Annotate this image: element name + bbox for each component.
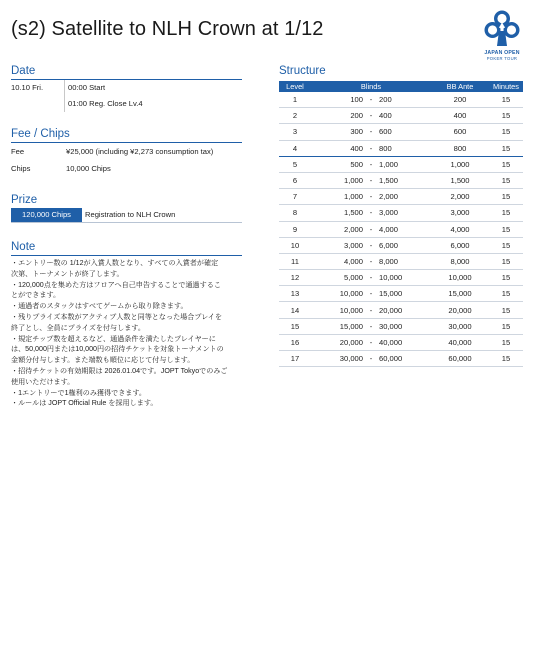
small-blind: 10,000 <box>339 289 363 299</box>
table-row <box>279 270 523 286</box>
cell-blinds <box>311 221 431 237</box>
cell-bb-ante: 15,000 <box>431 286 489 302</box>
cell-level: 4 <box>279 140 311 156</box>
small-blind: 100 <box>350 95 363 105</box>
cell-bb-ante: 20,000 <box>431 302 489 318</box>
cell-level: 12 <box>279 270 311 286</box>
note-line: ・通過者のスタックはすべてゲームから取り除きます。 <box>11 302 188 311</box>
cell-blinds <box>311 286 431 302</box>
blind-separator: - <box>369 240 373 250</box>
note-line: ・1エントリーで1権利のみ獲得できます。 <box>11 388 147 397</box>
chips-label: Chips <box>11 164 31 173</box>
cell-level: 16 <box>279 334 311 350</box>
note-line: ・エントリー数の 1/12が入賞人数となり、すべての入賞者が確定 <box>11 259 219 267</box>
cell-minutes: 15 <box>489 156 523 172</box>
small-blind: 10,000 <box>339 305 363 315</box>
cell-bb-ante: 600 <box>431 124 489 140</box>
big-blind: 8,000 <box>379 256 399 266</box>
cell-minutes: 15 <box>489 108 523 124</box>
blind-separator: - <box>369 143 373 153</box>
prize-heading: Prize <box>11 194 38 206</box>
big-blind: 800 <box>379 143 392 153</box>
logo-line-2: POKER TOUR <box>486 56 518 61</box>
note-line: 終了とし、全員にプライズを付与します。 <box>11 323 145 332</box>
small-blind: 400 <box>350 143 363 153</box>
cell-level: 10 <box>279 237 311 253</box>
col-blinds: Blinds <box>311 81 431 92</box>
cell-blinds <box>311 172 431 188</box>
big-blind: 1,500 <box>379 176 399 186</box>
small-blind: 3,000 <box>343 240 363 250</box>
date-start: 00:00 Start <box>68 83 106 92</box>
blind-separator: - <box>369 127 373 137</box>
blind-separator: - <box>369 305 373 315</box>
col-minutes: Minutes <box>489 81 523 92</box>
blind-separator: - <box>369 321 373 331</box>
note-line: とができます。 <box>11 291 61 300</box>
big-blind: 6,000 <box>379 240 399 250</box>
blind-separator: - <box>369 354 373 364</box>
fee-label: Fee <box>11 147 25 156</box>
table-row <box>279 172 523 188</box>
blind-separator: - <box>369 289 373 299</box>
cell-blinds <box>311 302 431 318</box>
structure-table <box>279 81 523 367</box>
cell-minutes: 15 <box>489 253 523 269</box>
cell-level: 7 <box>279 189 311 205</box>
cell-minutes: 15 <box>489 221 523 237</box>
big-blind: 10,000 <box>379 273 403 283</box>
small-blind: 30,000 <box>339 354 363 364</box>
big-blind: 60,000 <box>379 354 403 364</box>
note-heading: Note <box>11 241 242 256</box>
small-blind: 15,000 <box>339 321 363 331</box>
cell-blinds <box>311 156 431 172</box>
cell-bb-ante: 400 <box>431 108 489 124</box>
cell-bb-ante: 800 <box>431 140 489 156</box>
table-row <box>279 318 523 334</box>
cell-bb-ante: 40,000 <box>431 334 489 350</box>
cell-minutes: 15 <box>489 302 523 318</box>
small-blind: 5,000 <box>343 273 363 283</box>
small-blind: 200 <box>350 111 363 121</box>
table-row <box>279 156 523 172</box>
cell-level: 17 <box>279 351 311 367</box>
structure-header-row <box>279 81 523 92</box>
cell-blinds <box>311 270 431 286</box>
small-blind: 4,000 <box>343 256 363 266</box>
table-row <box>279 237 523 253</box>
big-blind: 600 <box>379 127 392 137</box>
cell-blinds <box>311 108 431 124</box>
cell-minutes: 15 <box>489 351 523 367</box>
cell-bb-ante: 30,000 <box>431 318 489 334</box>
cell-minutes: 15 <box>489 318 523 334</box>
note-line: 金額分付与します。また端数も順位に応じて付与します。 <box>11 356 195 365</box>
note-line: 次第、トーナメントが終了します。 <box>11 269 124 278</box>
cell-minutes: 15 <box>489 172 523 188</box>
small-blind: 1,000 <box>343 176 363 186</box>
structure-heading: Structure <box>279 65 326 77</box>
small-blind: 300 <box>350 127 363 137</box>
blind-separator: - <box>369 208 373 218</box>
table-row <box>279 302 523 318</box>
note-line: ・招待チケットの有効期限は 2026.01.04です。JOPT Tokyoでのみご <box>11 366 228 375</box>
small-blind: 2,000 <box>343 224 363 234</box>
chips-value: 10,000 Chips <box>66 164 111 173</box>
cell-minutes: 15 <box>489 334 523 350</box>
cell-bb-ante: 2,000 <box>431 189 489 205</box>
cell-minutes: 15 <box>489 286 523 302</box>
cell-minutes: 15 <box>489 189 523 205</box>
note-line: ・120,000点を集めた方はフロアへ自己申告することで通過するこ <box>11 280 221 289</box>
cell-bb-ante: 4,000 <box>431 221 489 237</box>
cell-minutes: 15 <box>489 92 523 108</box>
cell-blinds <box>311 318 431 334</box>
note-line: 使用いただけます。 <box>11 377 75 386</box>
cell-blinds <box>311 237 431 253</box>
note-line: ・残りプライズ本数がアクティブ人数と同等となった場合プレイを <box>11 312 223 321</box>
cell-level: 9 <box>279 221 311 237</box>
table-row <box>279 205 523 221</box>
table-row <box>279 124 523 140</box>
cell-blinds <box>311 334 431 350</box>
small-blind: 1,000 <box>343 192 363 202</box>
table-row <box>279 140 523 156</box>
cell-level: 1 <box>279 92 311 108</box>
cell-blinds <box>311 140 431 156</box>
blind-separator: - <box>369 95 373 105</box>
table-row <box>279 286 523 302</box>
cell-level: 5 <box>279 156 311 172</box>
cell-level: 6 <box>279 172 311 188</box>
blind-separator: - <box>369 159 373 169</box>
cell-blinds <box>311 124 431 140</box>
table-row <box>279 221 523 237</box>
date-reg-close: 01:00 Reg. Close Lv.4 <box>68 99 143 108</box>
logo-line-1: JAPAN OPEN <box>484 50 520 56</box>
table-row <box>279 108 523 124</box>
cell-blinds <box>311 351 431 367</box>
cell-blinds <box>311 92 431 108</box>
cell-level: 2 <box>279 108 311 124</box>
cell-minutes: 15 <box>489 270 523 286</box>
cell-level: 3 <box>279 124 311 140</box>
blind-separator: - <box>369 176 373 186</box>
club-logo-icon <box>482 9 522 49</box>
small-blind: 500 <box>350 159 363 169</box>
table-row <box>279 351 523 367</box>
table-row <box>279 92 523 108</box>
big-blind: 15,000 <box>379 289 403 299</box>
prize-chips: 120,000 Chips <box>11 208 82 222</box>
big-blind: 3,000 <box>379 208 399 218</box>
blind-separator: - <box>369 256 373 266</box>
blind-separator: - <box>369 111 373 121</box>
note-list <box>11 258 243 409</box>
big-blind: 1,000 <box>379 159 399 169</box>
big-blind: 400 <box>379 111 392 121</box>
prize-description: Registration to NLH Crown <box>85 210 176 219</box>
table-row <box>279 334 523 350</box>
date-heading: Date <box>11 65 242 80</box>
prize-bar <box>11 208 242 223</box>
col-level: Level <box>279 81 311 92</box>
cell-bb-ante: 200 <box>431 92 489 108</box>
col-bb-ante: BB Ante <box>431 81 489 92</box>
blind-separator: - <box>369 337 373 347</box>
cell-bb-ante: 6,000 <box>431 237 489 253</box>
cell-level: 13 <box>279 286 311 302</box>
cell-bb-ante: 1,000 <box>431 156 489 172</box>
table-row <box>279 189 523 205</box>
big-blind: 40,000 <box>379 337 403 347</box>
blind-separator: - <box>369 224 373 234</box>
cell-blinds <box>311 253 431 269</box>
cell-blinds <box>311 205 431 221</box>
cell-bb-ante: 3,000 <box>431 205 489 221</box>
cell-bb-ante: 60,000 <box>431 351 489 367</box>
note-line: ・ルールは JOPT Official Rule を採用します。 <box>11 399 158 408</box>
page-title: (s2) Satellite to NLH Crown at 1/12 <box>11 18 324 40</box>
cell-level: 11 <box>279 253 311 269</box>
date-day: 10.10 Fri. <box>11 83 44 92</box>
big-blind: 20,000 <box>379 305 403 315</box>
cell-level: 8 <box>279 205 311 221</box>
cell-bb-ante: 10,000 <box>431 270 489 286</box>
small-blind: 20,000 <box>339 337 363 347</box>
big-blind: 4,000 <box>379 224 399 234</box>
big-blind: 2,000 <box>379 192 399 202</box>
small-blind: 1,500 <box>343 208 363 218</box>
cell-minutes: 15 <box>489 237 523 253</box>
fee-chips-heading: Fee / Chips <box>11 128 242 143</box>
jopt-logo <box>476 9 528 67</box>
cell-level: 14 <box>279 302 311 318</box>
note-line: は、50,000円または10,000円の招待チケットを対象トーナメントの <box>11 345 224 354</box>
cell-bb-ante: 8,000 <box>431 253 489 269</box>
cell-level: 15 <box>279 318 311 334</box>
note-line: ・規定チップ数を超えるなど、通過条件を満たしたプレイヤーに <box>11 334 216 343</box>
big-blind: 30,000 <box>379 321 403 331</box>
blind-separator: - <box>369 273 373 283</box>
cell-minutes: 15 <box>489 205 523 221</box>
date-divider <box>64 80 65 112</box>
fee-value: ¥25,000 (including ¥2,273 consumption tax) <box>66 147 214 156</box>
cell-minutes: 15 <box>489 140 523 156</box>
blind-separator: - <box>369 192 373 202</box>
table-row <box>279 253 523 269</box>
big-blind: 200 <box>379 95 392 105</box>
cell-blinds <box>311 189 431 205</box>
cell-bb-ante: 1,500 <box>431 172 489 188</box>
cell-minutes: 15 <box>489 124 523 140</box>
